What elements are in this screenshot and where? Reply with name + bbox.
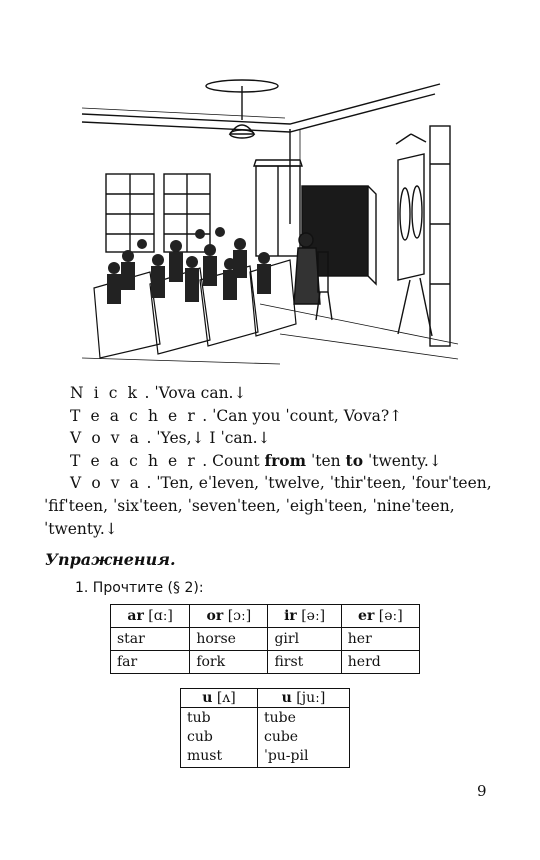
separator: . bbox=[197, 406, 213, 425]
dialog-line-7: ˈtwenty.↓ bbox=[44, 519, 118, 538]
speaker-label: N i c k bbox=[70, 384, 140, 402]
page-number: 9 bbox=[477, 782, 487, 800]
table-cell: first bbox=[268, 651, 341, 674]
vowel-table-u bbox=[180, 688, 350, 768]
vowel-table-r bbox=[110, 604, 420, 674]
classroom-illustration bbox=[80, 74, 460, 370]
speaker-label: V o v a bbox=[70, 474, 142, 493]
table-cell: girl bbox=[268, 628, 341, 651]
line-text: ˈYes,↓ I ˈcan.↓ bbox=[156, 429, 271, 448]
table-cell: horse bbox=[190, 628, 268, 651]
separator: . bbox=[141, 474, 157, 493]
dialog-line-2 bbox=[44, 405, 504, 428]
line-text-bold: to bbox=[345, 450, 364, 470]
word: tub bbox=[187, 710, 211, 726]
speaker-label: T e a c h e r bbox=[70, 406, 198, 425]
table-cell: star bbox=[111, 628, 190, 651]
dialog-line-5 bbox=[44, 472, 504, 495]
line-text-bold: from bbox=[264, 450, 307, 470]
word: ˈpu-pil bbox=[263, 748, 309, 764]
separator: . bbox=[139, 384, 155, 402]
word: cube bbox=[263, 729, 299, 745]
table-row bbox=[111, 651, 420, 674]
header-ipa: [əː] bbox=[374, 608, 403, 624]
line-text: ˈTen, eˈleven, ˈtwelve, ˈthirˈteen, ˈfourˈteen, bbox=[156, 474, 492, 493]
line-text: ˈCan you ˈcount, Vova?↑ bbox=[212, 406, 403, 425]
table-header-row bbox=[111, 605, 420, 628]
table-header-cell bbox=[181, 689, 258, 708]
table-header-cell bbox=[190, 605, 268, 628]
header-letter: u bbox=[202, 690, 213, 706]
separator: . bbox=[197, 451, 213, 470]
table-header-cell bbox=[341, 605, 419, 628]
header-letter: u bbox=[281, 690, 292, 706]
header-letter: or bbox=[206, 608, 224, 624]
dialog-line-3 bbox=[44, 427, 504, 450]
line-text: ˈVova can.↓ bbox=[154, 384, 247, 402]
exercise-1-instruction: 1. Прочтите (§ 2): bbox=[75, 580, 204, 596]
header-letter: ar bbox=[127, 608, 144, 624]
table-cell: her bbox=[341, 628, 419, 651]
line-text: ˈten bbox=[306, 451, 346, 470]
separator: . bbox=[141, 429, 157, 448]
table-row bbox=[111, 628, 420, 651]
dialog-line-6: ˈfifˈteen, ˈsixˈteen, ˈsevenˈteen, ˈeighˈteen, ˈnineˈteen, bbox=[44, 496, 455, 515]
header-ipa: [ʌ] bbox=[212, 690, 236, 706]
dialog-text bbox=[44, 382, 504, 540]
table-header-cell bbox=[257, 689, 349, 708]
line-text: Count bbox=[212, 451, 265, 470]
speaker-label: T e a c h e r bbox=[70, 451, 198, 470]
table-cell: far bbox=[111, 651, 190, 674]
word: must bbox=[187, 748, 223, 764]
table-cell bbox=[181, 708, 258, 768]
table-header-cell bbox=[268, 605, 341, 628]
header-letter: er bbox=[358, 608, 375, 624]
word: tube bbox=[263, 710, 296, 726]
dialog-line-1 bbox=[44, 382, 504, 405]
table-cell: herd bbox=[341, 651, 419, 674]
table-header-cell bbox=[111, 605, 190, 628]
table-cell bbox=[257, 708, 349, 768]
table-row bbox=[181, 708, 350, 768]
header-ipa: [ɔː] bbox=[223, 608, 252, 624]
exercises-heading: Упражнения. bbox=[45, 550, 176, 569]
speaker-label: V o v a bbox=[70, 429, 142, 448]
header-ipa: [ɑː] bbox=[143, 608, 173, 624]
line-text: ˈtwenty.↓ bbox=[363, 451, 442, 470]
table-header-row bbox=[181, 689, 350, 708]
header-ipa: [juː] bbox=[291, 690, 326, 706]
dialog-line-4 bbox=[44, 450, 504, 473]
table-cell: fork bbox=[190, 651, 268, 674]
header-letter: ir bbox=[284, 608, 297, 624]
header-ipa: [əː] bbox=[296, 608, 326, 624]
word: cub bbox=[187, 729, 213, 745]
